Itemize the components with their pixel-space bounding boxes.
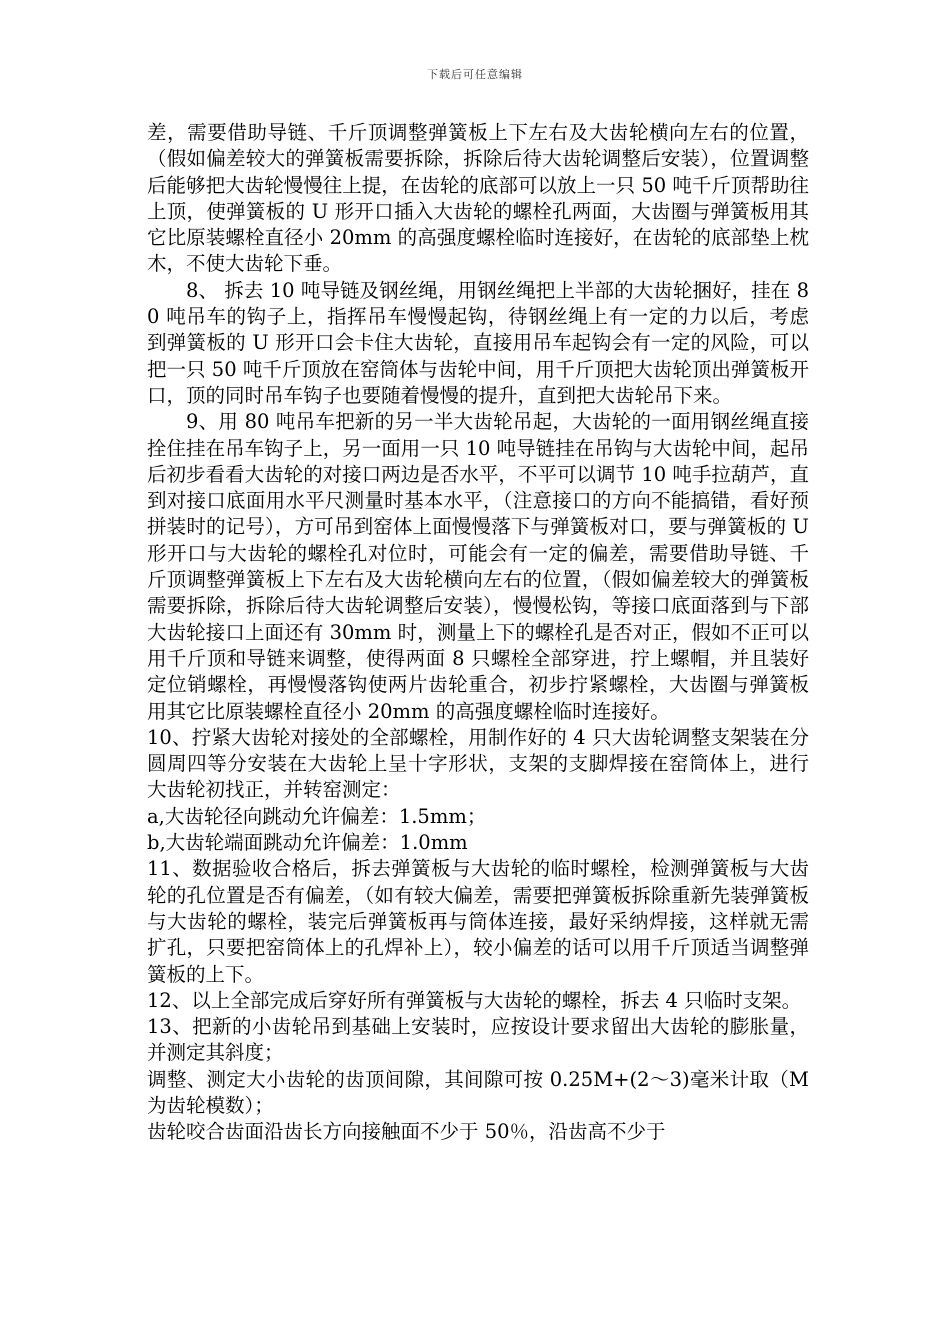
paragraph-contact-surface: 齿轮咬合齿面沿齿长方向接触面不少于 50％，沿齿高不少于 <box>147 1120 666 1144</box>
tolerance-radial: a,大齿轮径向跳动允许偏差：1.5mm； <box>147 804 487 828</box>
paragraph-step-12: 12、以上全部完成后穿好所有弹簧板与大齿轮的螺栓，拆去 4 只临时支架。 <box>147 988 802 1012</box>
paragraph-continuation: 差，需要借助导链、千斤顶调整弹簧板上下左右及大齿轮横向左右的位置，（假如偏差较大的弹簧板需要拆除，拆除后待大齿轮调整后安装），位置调整后能够把大齿轮慢慢往上提，在齿轮的底部可以放上一只 50 吨千斤顶帮助往上顶，使弹簧板的 U 形开口插入大齿轮的螺栓孔两面，大齿圈与弹簧板用其它比原装螺栓直径小 20mm 的高强度螺栓临时连接好，在齿轮的底部垫上枕木，不使大齿轮下垂。 <box>147 121 809 276</box>
paragraph-step-10: 10、拧紧大齿轮对接处的全部螺栓，用制作好的 4 只大齿轮调整支架装在分圆周四等分安装在大齿轮上呈十字形状，支架的支脚焊接在窑筒体上，进行大齿轮初找正，并转窑测定： <box>147 725 809 802</box>
paragraph-step-13: 13、把新的小齿轮吊到基础上安装时，应按设计要求留出大齿轮的膨胀量，并测定其斜度； <box>147 1015 809 1065</box>
paragraph-gap-adjust: 调整、测定大小齿轮的齿顶间隙，其间隙可按 0.25M+(2～3)毫米计取（M 为齿轮模数）； <box>147 1067 809 1117</box>
tolerance-axial: b,大齿轮端面跳动允许偏差：1.0mm <box>147 831 468 855</box>
page-header: 下载后可任意编辑 <box>427 68 523 81</box>
paragraph-step-11: 11、数据验收合格后，拆去弹簧板与大齿轮的临时螺栓，检测弹簧板与大齿轮的孔位置是否有偏差，（如有较大偏差，需要把弹簧板拆除重新先装弹簧板与大齿轮的螺栓，装完后弹簧板再与筒体连接，最好采纳焊接，这样就无需扩孔，只要把窑筒体上的孔焊补上），较小偏差的话可以用千斤顶适当调整弹簧板的上下。 <box>147 857 809 986</box>
document-body <box>147 120 809 1146</box>
paragraph-step-8: 8、 拆去 10 吨导链及钢丝绳，用钢丝绳把上半部的大齿轮捆好，挂在 80 吨吊车的钩子上，指挥吊车慢慢起钩，待钢丝绳上有一定的力以后，考虑到弹簧板的 U 形开口会卡住大齿轮，直接用吊车起钩会有一定的风险，可以把一只 50 吨千斤顶放在窑筒体与齿轮中间，用千斤顶把大齿轮顶出弹簧板开口，顶的同时吊车钩子也要随着慢慢的提升，直到把大齿轮吊下来。 <box>147 278 809 407</box>
paragraph-step-9: 9、用 80 吨吊车把新的另一半大齿轮吊起，大齿轮的一面用钢丝绳直接拴住挂在吊车钩子上，另一面用一只 10 吨导链挂在吊钩与大齿轮中间，起吊后初步看看大齿轮的对接口两边是否水平，不平可以调节 10 吨手拉葫芦，直到对接口底面用水平尺测量时基本水平，（注意接口的方向不能搞错，看好预拼装时的记号），方可吊到窑体上面慢慢落下与弹簧板对口，要与弹簧板的 U 形开口与大齿轮的螺栓孔对位时，可能会有一定的偏差，需要借助导链、千斤顶调整弹簧板上下左右及大齿轮横向左右的位置，（假如偏差较大的弹簧板需要拆除，拆除后待大齿轮调整后安装），慢慢松钩，等接口底面落到与下部大齿轮接口上面还有 30mm 时，测量上下的螺栓孔是否对正，假如不正可以用千斤顶和导链来调整，使得两面 8 只螺栓全部穿进，拧上螺帽，并且装好定位销螺栓，再慢慢落钩使两片齿轮重合，初步拧紧螺栓，大齿圈与弹簧板用其它比原装螺栓直径小 20mm 的高强度螺栓临时连接好。 <box>147 410 809 723</box>
